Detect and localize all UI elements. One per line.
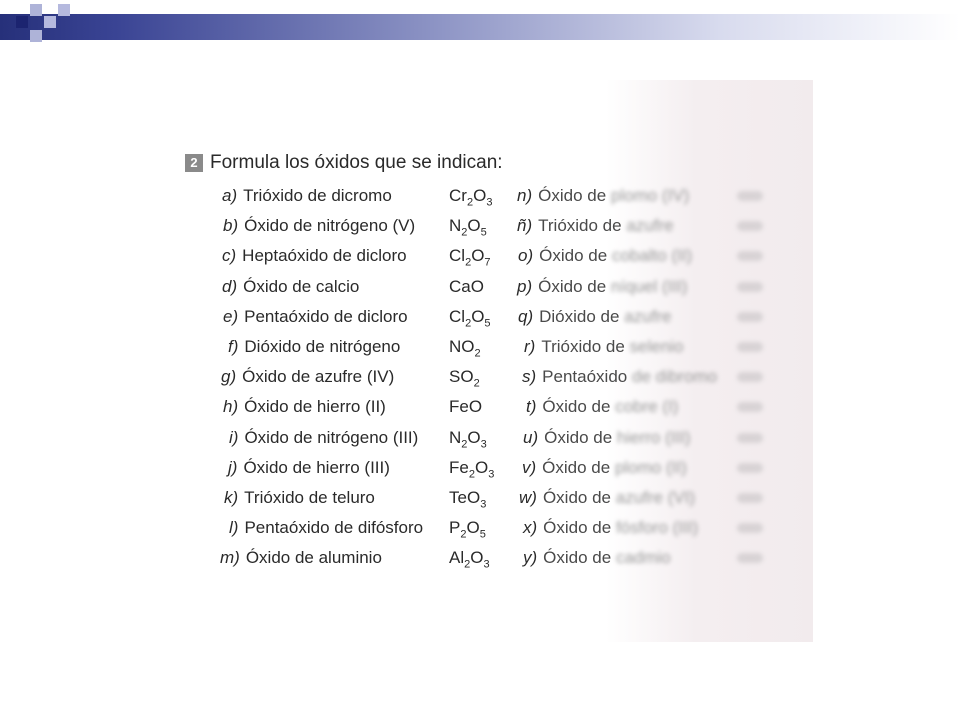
formula-subscript: 2 <box>465 317 472 330</box>
oxide-formula <box>449 428 487 450</box>
oxide-formula <box>449 367 480 389</box>
oxide-name-blurred: azufre <box>626 216 674 236</box>
oxide-item <box>228 337 400 357</box>
formula-symbol: O <box>470 548 484 568</box>
formula-symbol: Al <box>449 548 465 568</box>
oxide-name: Óxido de <box>538 186 607 205</box>
oxide-name: Dióxido de nitrógeno <box>244 337 401 356</box>
formula-subscript: 2 <box>474 347 481 360</box>
oxide-item <box>524 337 683 357</box>
oxide-formula <box>449 186 492 208</box>
formula-symbol: Cl <box>449 306 466 326</box>
formula-subscript: 5 <box>484 317 491 330</box>
oxide-item <box>228 458 390 478</box>
oxide-item <box>223 216 415 236</box>
item-letter: l) <box>229 518 239 538</box>
formula-symbol: TeO <box>449 488 481 507</box>
header-square-decoration <box>30 30 42 42</box>
oxide-item <box>222 277 359 297</box>
formula-subscript: 5 <box>479 528 486 541</box>
oxide-name: Pentaóxido de dicloro <box>244 306 408 326</box>
item-letter: f) <box>228 337 239 356</box>
blurred-formula-blot <box>737 402 763 412</box>
oxide-item <box>229 428 418 448</box>
oxide-item <box>224 488 375 508</box>
formula-subscript: 3 <box>483 558 490 571</box>
oxide-item <box>519 488 695 508</box>
oxide-name: Trióxido de <box>538 216 622 236</box>
oxide-name-blurred: cobalto (II) <box>611 246 693 266</box>
header-square-decoration <box>44 16 56 28</box>
item-letter: r) <box>524 337 536 356</box>
oxide-name: Pentaóxido <box>542 367 628 387</box>
item-letter: t) <box>526 397 537 417</box>
oxide-formula <box>449 277 484 297</box>
oxide-item <box>222 246 407 266</box>
oxide-item <box>517 216 674 236</box>
exercise-header <box>185 152 503 174</box>
formula-subscript: 2 <box>461 226 468 239</box>
oxide-name: Óxido de <box>539 246 608 266</box>
item-letter: q) <box>518 306 534 326</box>
oxide-name-blurred: azufre (VI) <box>615 488 696 507</box>
item-letter: s) <box>522 367 537 387</box>
formula-symbol: Cr <box>449 186 467 205</box>
oxide-name: Óxido de <box>542 397 611 417</box>
formula-subscript: 2 <box>473 377 480 390</box>
oxide-name-blurred: cadmio <box>615 548 671 568</box>
item-letter: k) <box>224 488 239 507</box>
oxide-name: Pentaóxido de difósforo <box>244 518 424 538</box>
blurred-formula-blot <box>737 221 763 231</box>
blurred-formula-blot <box>737 282 763 292</box>
header-square-decoration <box>16 16 28 28</box>
item-letter: n) <box>517 186 533 205</box>
oxide-name-blurred: fósforo (III) <box>615 518 699 538</box>
oxide-item <box>222 186 392 206</box>
blurred-formula-blot <box>737 553 763 563</box>
oxide-name: Dióxido de <box>539 306 620 326</box>
formula-subscript: 2 <box>468 468 475 481</box>
oxide-formula <box>449 488 486 510</box>
formula-subscript: 3 <box>488 468 495 481</box>
blurred-formula-blot <box>737 251 763 261</box>
formula-symbol: O <box>467 427 481 447</box>
oxide-formula <box>449 307 491 329</box>
oxide-item <box>517 186 689 206</box>
oxide-name: Óxido de <box>544 427 613 447</box>
item-letter: h) <box>223 397 239 417</box>
formula-subscript: 2 <box>466 196 474 209</box>
blurred-formula-blot <box>737 493 763 503</box>
oxide-item <box>221 367 394 387</box>
oxide-formula <box>449 337 481 359</box>
oxide-item <box>223 397 386 417</box>
formula-symbol: O <box>471 246 485 266</box>
formula-symbol: N <box>449 216 462 236</box>
formula-symbol: FeO <box>449 397 483 417</box>
item-letter: x) <box>523 518 538 538</box>
oxide-formula <box>449 216 487 238</box>
oxide-name-blurred: hierro (III) <box>616 427 691 447</box>
oxide-name: Óxido de nitrógeno (III) <box>244 427 419 447</box>
blurred-formula-blot <box>737 191 763 201</box>
oxide-item <box>523 518 698 538</box>
oxide-name: Óxido de <box>542 488 611 507</box>
scanned-exercise-page <box>165 80 813 642</box>
oxide-name: Óxido de azufre (IV) <box>242 367 395 387</box>
formula-symbol: Cl <box>449 246 466 266</box>
formula-subscript: 3 <box>480 498 487 511</box>
item-letter: v) <box>522 457 537 477</box>
oxide-name-blurred: azufre <box>624 306 672 326</box>
formula-subscript: 2 <box>464 558 471 571</box>
formula-subscript: 3 <box>486 196 493 209</box>
item-letter: a) <box>222 186 238 205</box>
oxide-name: Heptaóxido de dicloro <box>242 246 407 266</box>
oxide-name-blurred: plomo (IV) <box>610 186 690 205</box>
oxide-name: Óxido de calcio <box>243 276 360 296</box>
oxide-name: Óxido de hierro (III) <box>243 457 390 477</box>
item-letter: u) <box>523 427 539 447</box>
oxide-name-blurred: cobre (I) <box>615 397 679 417</box>
blurred-formula-blot <box>737 523 763 533</box>
oxide-name: Trióxido de <box>541 337 625 356</box>
item-letter: c) <box>222 246 237 266</box>
blurred-formula-blot <box>737 312 763 322</box>
oxide-name: Óxido de aluminio <box>245 548 382 568</box>
oxide-item <box>526 397 678 417</box>
oxide-name: Trióxido de dicromo <box>243 186 392 205</box>
oxide-item <box>522 458 687 478</box>
oxide-item <box>523 428 691 448</box>
oxide-item <box>518 246 692 266</box>
oxide-name-blurred: níquel (III) <box>610 276 688 296</box>
formula-subscript: 2 <box>465 256 472 269</box>
item-letter: d) <box>222 276 238 296</box>
item-letter: y) <box>523 548 538 568</box>
oxide-formula <box>449 548 490 570</box>
formula-subscript: 5 <box>480 226 487 239</box>
oxide-item <box>229 518 423 538</box>
oxide-formula <box>449 246 491 268</box>
oxide-name-blurred: de dibromo <box>631 367 718 387</box>
formula-symbol: O <box>473 186 487 205</box>
item-letter: e) <box>223 306 239 326</box>
oxide-item <box>517 277 687 297</box>
formula-symbol: O <box>466 518 480 538</box>
formula-symbol: O <box>474 457 489 477</box>
formula-symbol: P <box>449 518 461 538</box>
item-letter: i) <box>229 427 239 447</box>
oxide-name: Óxido de nitrógeno (V) <box>244 216 416 236</box>
blurred-formula-blot <box>737 463 763 473</box>
formula-subscript: 7 <box>484 256 491 269</box>
oxide-name: Óxido de <box>538 276 607 296</box>
oxide-formula <box>449 397 482 417</box>
item-letter: g) <box>221 367 237 387</box>
blurred-formula-blot <box>737 342 763 352</box>
oxide-name: Óxido de hierro (II) <box>244 397 386 417</box>
slide-header-band <box>0 14 960 40</box>
blurred-formula-blot <box>737 433 763 443</box>
oxide-item <box>523 548 671 568</box>
formula-symbol: CaO <box>449 276 484 296</box>
oxide-formula <box>449 458 494 480</box>
formula-subscript: 2 <box>460 528 467 541</box>
blurred-formula-blot <box>737 372 763 382</box>
oxide-item <box>518 307 671 327</box>
oxide-item <box>522 367 717 387</box>
oxide-name: Óxido de <box>543 518 612 538</box>
item-letter: ñ) <box>517 216 533 236</box>
oxide-name-blurred: plomo (II) <box>614 457 687 477</box>
formula-subscript: 2 <box>461 437 468 450</box>
item-letter: j) <box>228 457 238 477</box>
item-letter: b) <box>223 216 239 236</box>
item-letter: w) <box>519 488 537 507</box>
exercise-title: Formula los óxidos que se indican: <box>210 152 503 173</box>
oxide-name: Óxido de <box>543 548 612 568</box>
formula-symbol: SO <box>449 367 474 387</box>
item-letter: m) <box>220 548 240 568</box>
formula-symbol: O <box>467 216 481 236</box>
oxide-item <box>223 307 408 327</box>
formula-symbol: O <box>471 306 485 326</box>
header-square-decoration <box>30 4 42 16</box>
formula-symbol: NO <box>449 337 475 356</box>
item-letter: o) <box>518 246 534 266</box>
header-square-decoration <box>58 4 70 16</box>
formula-symbol: N <box>449 427 462 447</box>
oxide-name: Óxido de <box>542 457 611 477</box>
oxide-formula <box>449 518 486 540</box>
formula-symbol: Fe <box>449 457 469 477</box>
formula-subscript: 3 <box>480 437 487 450</box>
oxide-item <box>220 548 382 568</box>
oxide-name-blurred: selenio <box>629 337 684 356</box>
exercise-number: 2 <box>185 154 203 172</box>
oxide-name: Trióxido de teluro <box>244 488 375 507</box>
item-letter: p) <box>517 276 533 296</box>
